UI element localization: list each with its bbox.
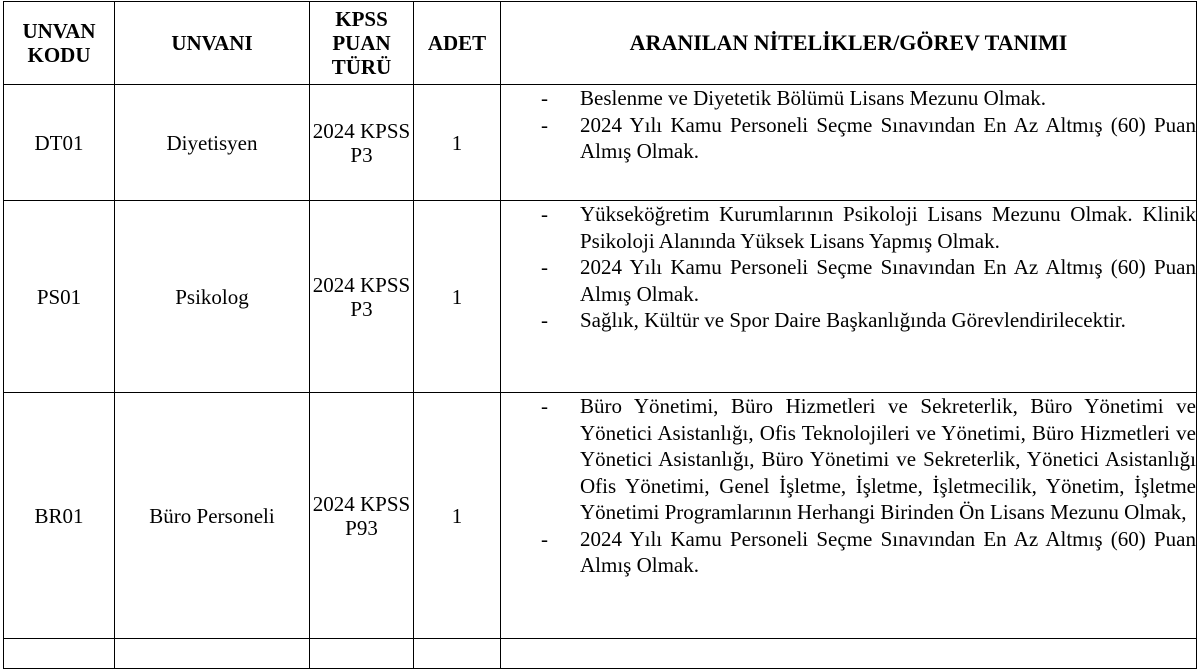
cell-code: BR01 <box>4 393 115 639</box>
cell-empty <box>414 639 501 669</box>
header-unvani: UNVANI <box>115 2 310 85</box>
requirement-text: 2024 Yılı Kamu Personeli Seçme Sınavından En Az Altmış (60) Puan Almış Olmak. <box>580 255 1196 306</box>
cell-kpss: 2024 KPSS P93 <box>310 393 414 639</box>
header-unvan-kodu: UNVAN KODU <box>4 2 115 85</box>
bullet-dash: - <box>541 255 548 279</box>
cell-empty <box>4 639 115 669</box>
requirement-item <box>501 254 1196 307</box>
requirement-item <box>501 526 1196 579</box>
cell-title: Büro Personeli <box>115 393 310 639</box>
requirement-text: Sağlık, Kültür ve Spor Daire Başkanlığında Görevlendirilecektir. <box>580 308 1126 332</box>
requirement-item <box>501 201 1196 254</box>
cell-title: Diyetisyen <box>115 85 310 201</box>
requirements-list <box>501 85 1196 165</box>
requirement-text: Yükseköğretim Kurumlarının Psikoloji Lisans Mezunu Olmak. Klinik Psikoloji Alanında Yüksek Lisans Yapmış Olmak. <box>580 202 1196 253</box>
bullet-dash: - <box>541 112 548 137</box>
requirement-item <box>501 85 1196 112</box>
requirement-item <box>501 393 1196 526</box>
requirement-text: 2024 Yılı Kamu Personeli Seçme Sınavından En Az Altmış (60) Puan Almış Olmak. <box>580 112 1196 163</box>
cell-count: 1 <box>414 393 501 639</box>
table-row <box>4 201 1197 393</box>
cell-code: PS01 <box>4 201 115 393</box>
bullet-dash: - <box>541 86 548 110</box>
requirements-list <box>501 201 1196 334</box>
positions-table <box>3 1 1197 669</box>
requirement-text: 2024 Yılı Kamu Personeli Seçme Sınavından En Az Altmış (60) Puan Almış Olmak. <box>580 526 1196 577</box>
bullet-dash: - <box>541 526 548 551</box>
header-row <box>4 2 1197 85</box>
requirement-text: Büro Yönetimi, Büro Hizmetleri ve Sekreterlik, Büro Yönetimi ve Yönetici Asistanlığı, Ofis Teknolojileri ve Yönetimi, Büro Hizmetleri ve Yönetici Asistanlığı, Büro Yönetimi ve Sekreterlik, Yönetici Asistanlığı Ofis Yönetimi, Genel İşletme, İşletme, İşletmecilik, Yönetim, İşletme Yönetimi Programlarının Herhangi Birinden Ön Lisans Mezunu Olmak, <box>580 394 1196 524</box>
cell-requirements <box>501 85 1197 201</box>
cell-count: 1 <box>414 85 501 201</box>
requirement-item <box>501 112 1196 165</box>
requirement-text: Beslenme ve Diyetetik Bölümü Lisans Mezunu Olmak. <box>580 86 1046 110</box>
header-aranilan-nitelikler: ARANILAN NİTELİKLER/GÖREV TANIMI <box>501 2 1197 85</box>
cell-code: DT01 <box>4 85 115 201</box>
cell-kpss: 2024 KPSS P3 <box>310 85 414 201</box>
cell-empty <box>310 639 414 669</box>
bullet-dash: - <box>541 202 548 226</box>
cell-empty <box>115 639 310 669</box>
table-row <box>4 393 1197 639</box>
requirement-item <box>501 307 1196 334</box>
bullet-dash: - <box>541 394 548 418</box>
header-adet: ADET <box>414 2 501 85</box>
header-kpss-puan-turu: KPSS PUAN TÜRÜ <box>310 2 414 85</box>
table-row <box>4 85 1197 201</box>
requirements-list <box>501 393 1196 579</box>
cell-count: 1 <box>414 201 501 393</box>
cell-requirements <box>501 393 1197 639</box>
table-row-partial <box>4 639 1197 669</box>
cell-title: Psikolog <box>115 201 310 393</box>
bullet-dash: - <box>541 308 548 332</box>
cell-kpss: 2024 KPSS P3 <box>310 201 414 393</box>
cell-empty <box>501 639 1197 669</box>
cell-requirements <box>501 201 1197 393</box>
